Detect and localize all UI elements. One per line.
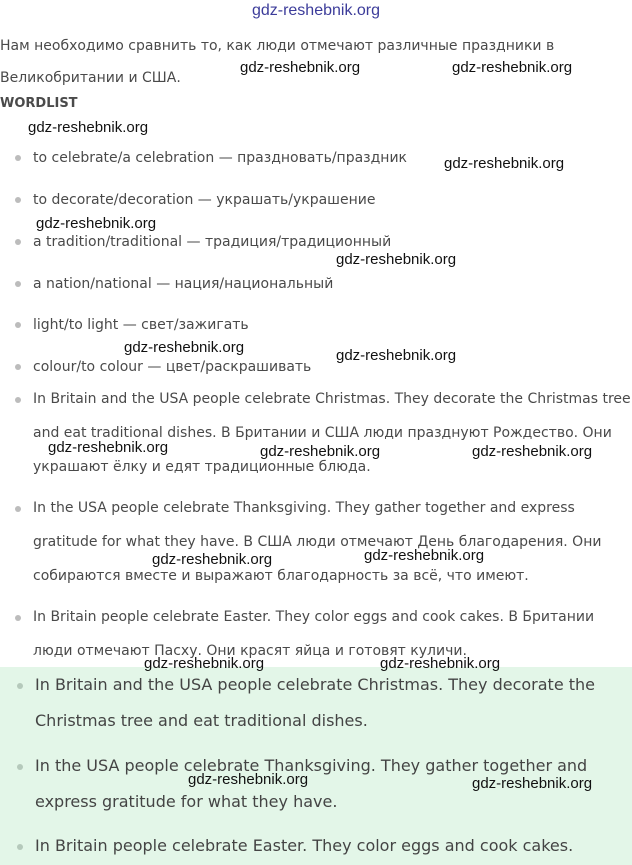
sentence-english: In the USA people celebrate Thanksgiving. They gather together and express gratitude for what they have. bbox=[33, 500, 575, 550]
bullet-icon bbox=[15, 281, 21, 287]
sentence-item bbox=[33, 491, 631, 593]
answer-item: In the USA people celebrate Thanksgiving. They gather together and express gratitude for what they have. bbox=[35, 756, 588, 811]
watermark: gdz-reshebnik.org bbox=[36, 215, 157, 232]
bullet-icon bbox=[15, 155, 21, 161]
watermark: gdz-reshebnik.org bbox=[240, 59, 361, 76]
answer-panel bbox=[0, 667, 632, 865]
watermark: gdz-reshebnik.org bbox=[472, 775, 593, 792]
sentence-russian: В Британии люди отмечают Пасху. Они красят яйца и готовят куличи. bbox=[33, 609, 595, 659]
watermark: gdz-reshebnik.org bbox=[144, 655, 265, 672]
watermark: gdz-reshebnik.org bbox=[188, 771, 309, 788]
bullet-icon bbox=[15, 239, 21, 245]
watermark: gdz-reshebnik.org bbox=[48, 439, 169, 456]
wordlist-heading: WORDLIST bbox=[0, 96, 78, 111]
watermark: gdz-reshebnik.org bbox=[336, 347, 457, 364]
wordlist-item: to decorate/decoration — украшать/украшение bbox=[33, 192, 376, 208]
sentence-item bbox=[33, 382, 631, 484]
watermark: gdz-reshebnik.org bbox=[28, 119, 149, 136]
bullet-icon bbox=[17, 683, 23, 689]
sentence-english: In Britain and the USA people celebrate Christmas. They decorate the Christmas tree and eat traditional dishes. bbox=[33, 391, 631, 441]
wordlist-item: a tradition/traditional — традиция/традиционный bbox=[33, 234, 392, 250]
wordlist-item: a nation/national — нация/национальный bbox=[33, 276, 334, 292]
answer-item: In Britain people celebrate Easter. They color eggs and cook cakes. bbox=[35, 836, 574, 855]
wordlist-item: light/to light — свет/зажигать bbox=[33, 317, 249, 333]
bullet-icon bbox=[15, 506, 21, 512]
watermark: gdz-reshebnik.org bbox=[336, 251, 457, 268]
bullet-icon bbox=[15, 197, 21, 203]
bullet-icon bbox=[15, 615, 21, 621]
sentence-russian: В США люди отмечают День благодарения. Они собираются вместе и выражают благодарность за всё, что имеют. bbox=[33, 534, 602, 584]
sentence-english: In Britain people celebrate Easter. They color eggs and cook cakes. bbox=[33, 609, 504, 625]
intro-text: Нам необходимо сравнить то, как люди отмечают различные праздники в Великобритании и США. bbox=[0, 38, 555, 86]
bullet-icon bbox=[15, 397, 21, 403]
watermark: gdz-reshebnik.org bbox=[472, 443, 593, 460]
sentence-russian: В Британии и США люди празднуют Рождество. Они украшают ёлку и едят традиционные блюда. bbox=[33, 425, 612, 475]
wordlist-item: colour/to colour — цвет/раскрашивать bbox=[33, 359, 312, 375]
bullet-icon bbox=[15, 322, 21, 328]
bullet-icon bbox=[17, 844, 23, 850]
watermark: gdz-reshebnik.org bbox=[152, 551, 273, 568]
site-title[interactable]: gdz-reshebnik.org bbox=[251, 2, 381, 19]
bullet-icon bbox=[15, 364, 21, 370]
wordlist-item: to celebrate/a celebration — праздновать/праздник bbox=[33, 150, 408, 166]
watermark: gdz-reshebnik.org bbox=[380, 655, 501, 672]
sentence-item bbox=[33, 600, 631, 668]
watermark: gdz-reshebnik.org bbox=[260, 443, 381, 460]
bullet-icon bbox=[17, 764, 23, 770]
watermark: gdz-reshebnik.org bbox=[444, 155, 565, 172]
answer-item: In Britain and the USA people celebrate Christmas. They decorate the Christmas tree and eat traditional dishes. bbox=[35, 675, 595, 730]
watermark: gdz-reshebnik.org bbox=[364, 547, 485, 564]
watermark: gdz-reshebnik.org bbox=[452, 59, 573, 76]
watermark: gdz-reshebnik.org bbox=[124, 339, 245, 356]
